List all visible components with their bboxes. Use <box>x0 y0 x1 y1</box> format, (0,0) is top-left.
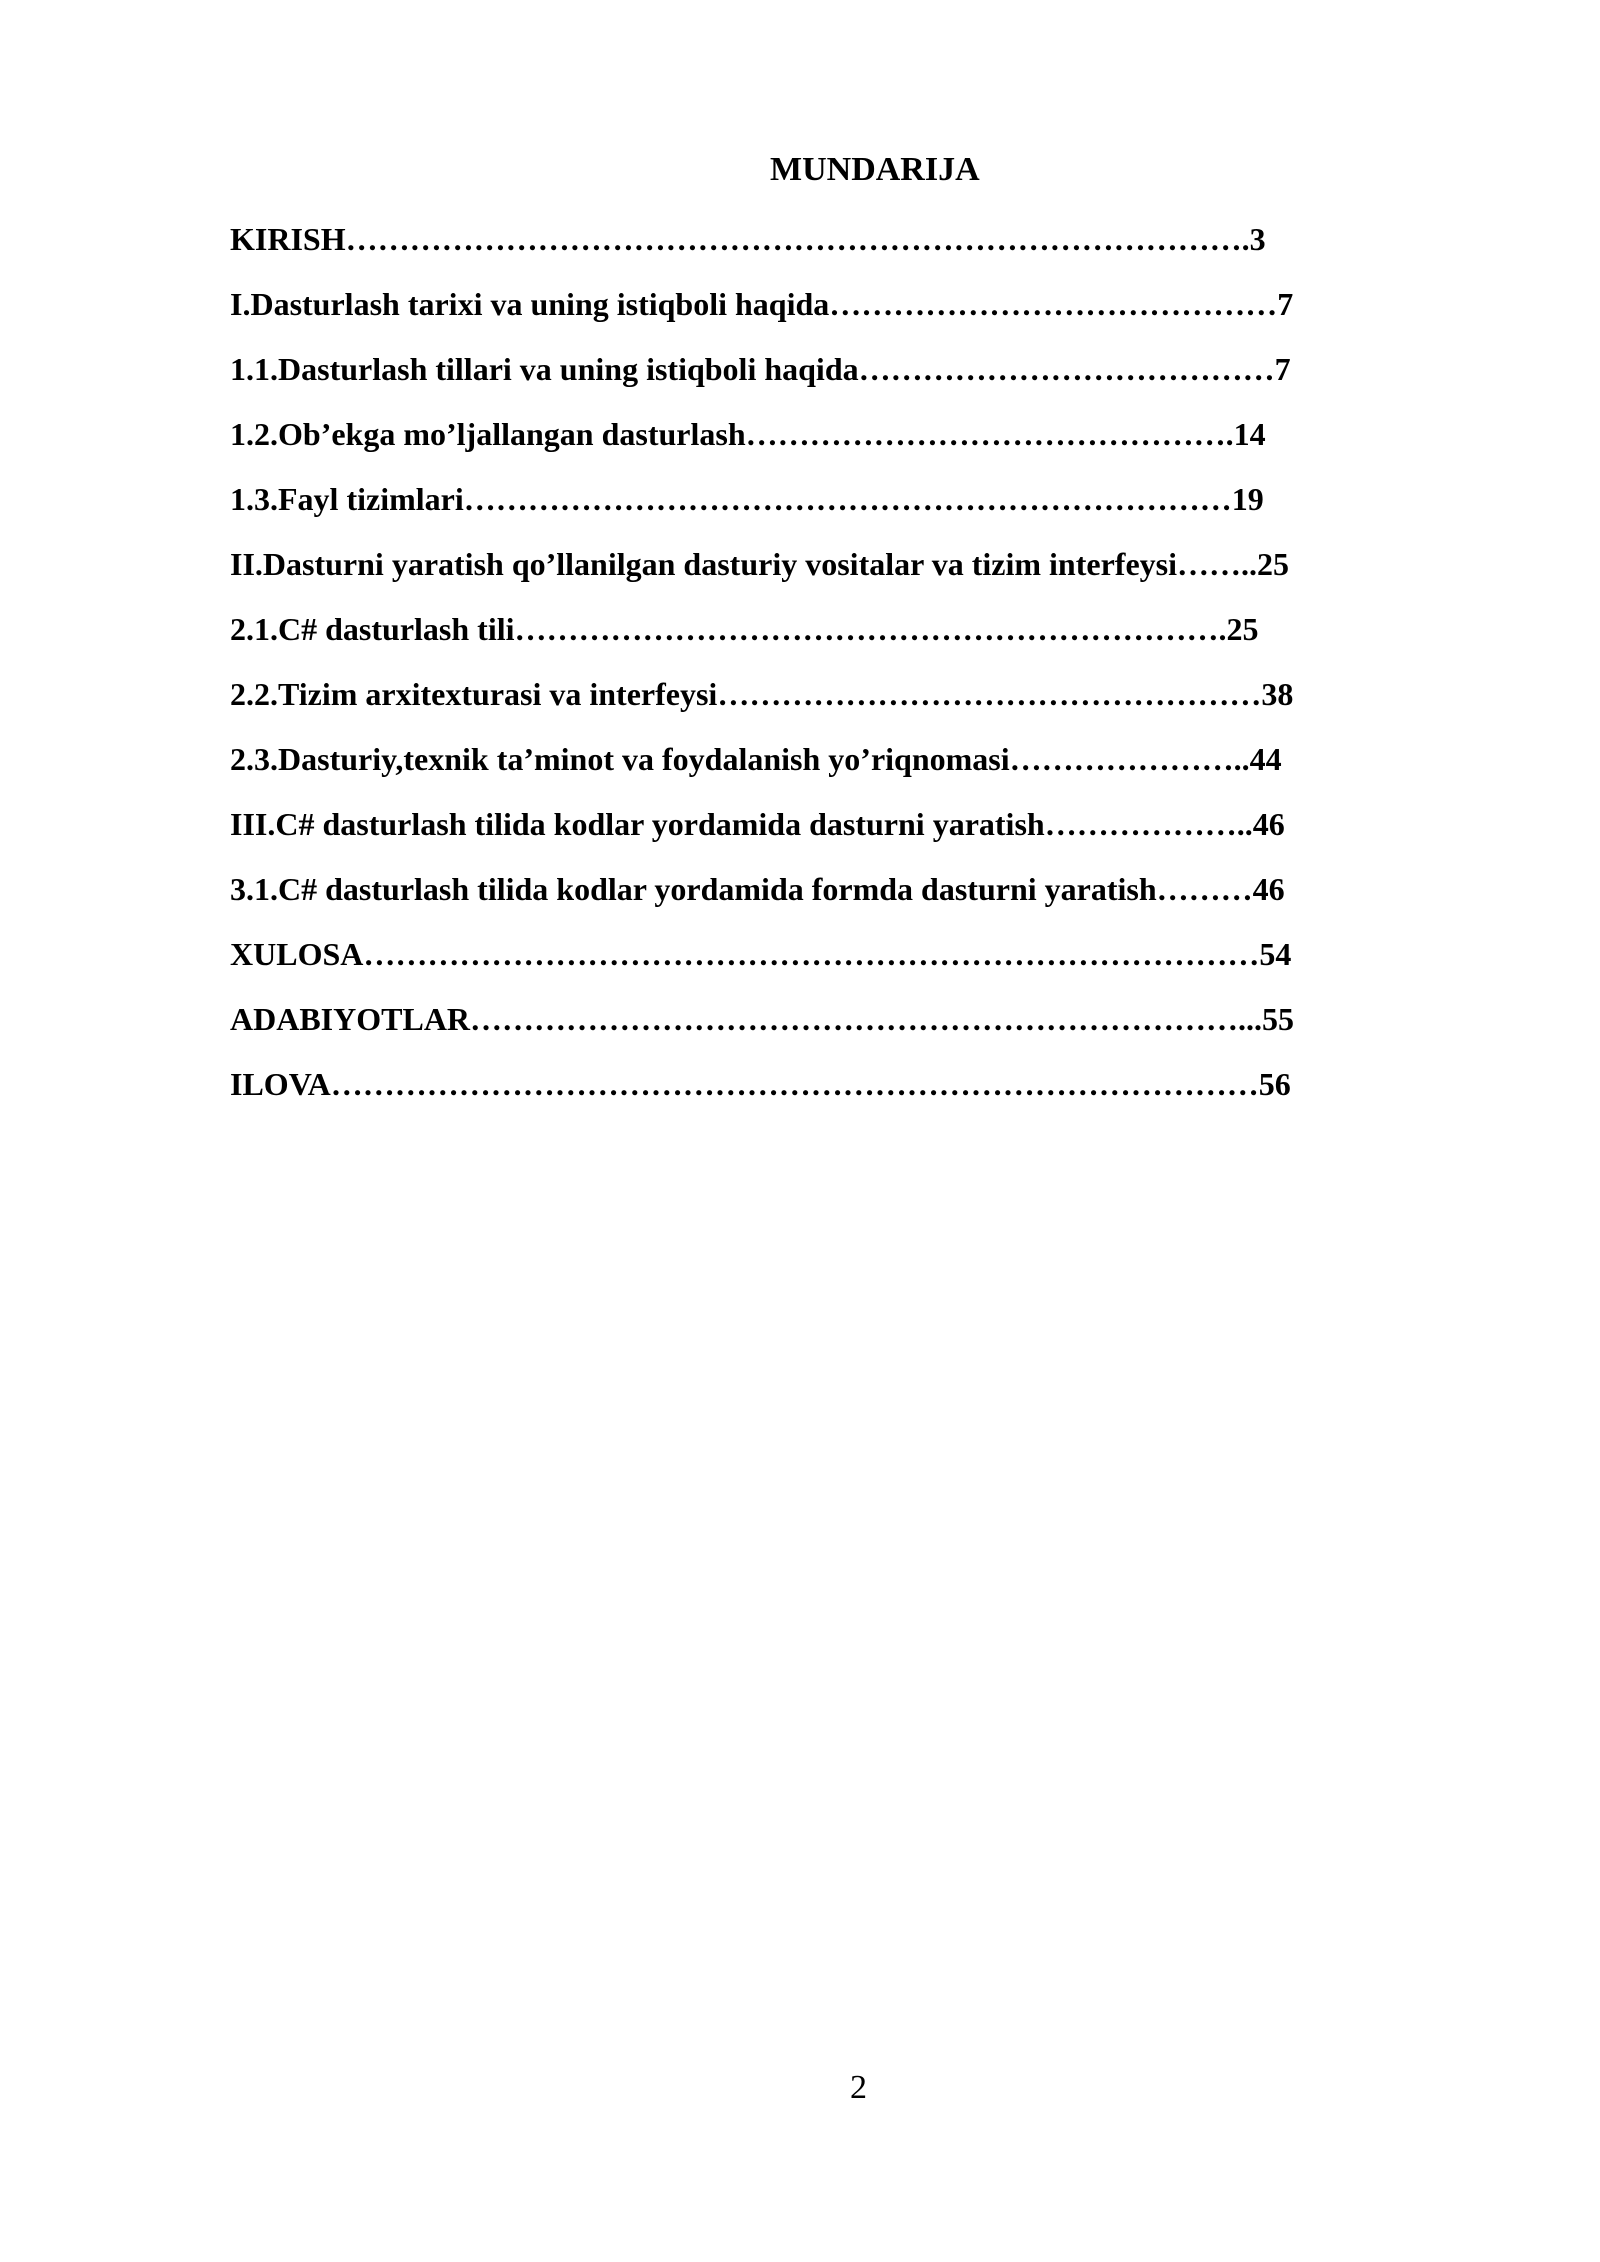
toc-entry-3-1: 3.1.C# dasturlash tilida kodlar yordamida formda dasturni yaratish………46 <box>230 871 1285 907</box>
toc-entry-2-2: 2.2.Tizim arxitexturasi va interfeysi……………………………………………38 <box>230 676 1294 712</box>
toc-entry-2-3: 2.3.Dasturiy,texnik ta’minot va foydalanish yo’riqnomasi…………………..44 <box>230 741 1282 777</box>
toc-entry-chapter-1: I.Dasturlash tarixi va uning istiqboli haqida……………………………………7 <box>230 286 1294 322</box>
toc-entry-1-3: 1.3.Fayl tizimlari………………………………………………………………19 <box>230 481 1264 517</box>
toc-entry-adabiyotlar: ADABIYOTLAR………………………………………………………………...55 <box>230 1001 1295 1037</box>
toc-entry-ilova: ILOVA……………………………………………………………………………56 <box>230 1066 1291 1102</box>
page-number: 2 <box>850 2069 867 2106</box>
toc-entry-1-2: 1.2.Ob’ekga mo’ljallangan dasturlash……………………………………….14 <box>230 416 1266 452</box>
toc-entry-chapter-3: III.C# dasturlash tilida kodlar yordamida dasturni yaratish………………..46 <box>230 806 1285 842</box>
toc-entry-1-1: 1.1.Dasturlash tillari va uning istiqboli haqida…………………………………7 <box>230 351 1291 387</box>
toc-title-container <box>0 150 1600 190</box>
table-of-contents <box>230 214 1530 1124</box>
toc-title: MUNDARIJA <box>770 151 980 188</box>
toc-entry-kirish: KIRISH………………………………………………………………………….3 <box>230 221 1266 257</box>
toc-entry-xulosa: XULOSA…………………………………………………………………………54 <box>230 936 1292 972</box>
toc-entry-2-1: 2.1.C# dasturlash tili………………………………………………………….25 <box>230 611 1259 647</box>
toc-entry-chapter-2: II.Dasturni yaratish qo’llanilgan dasturiy vositalar va tizim interfeysi……..25 <box>230 546 1289 582</box>
